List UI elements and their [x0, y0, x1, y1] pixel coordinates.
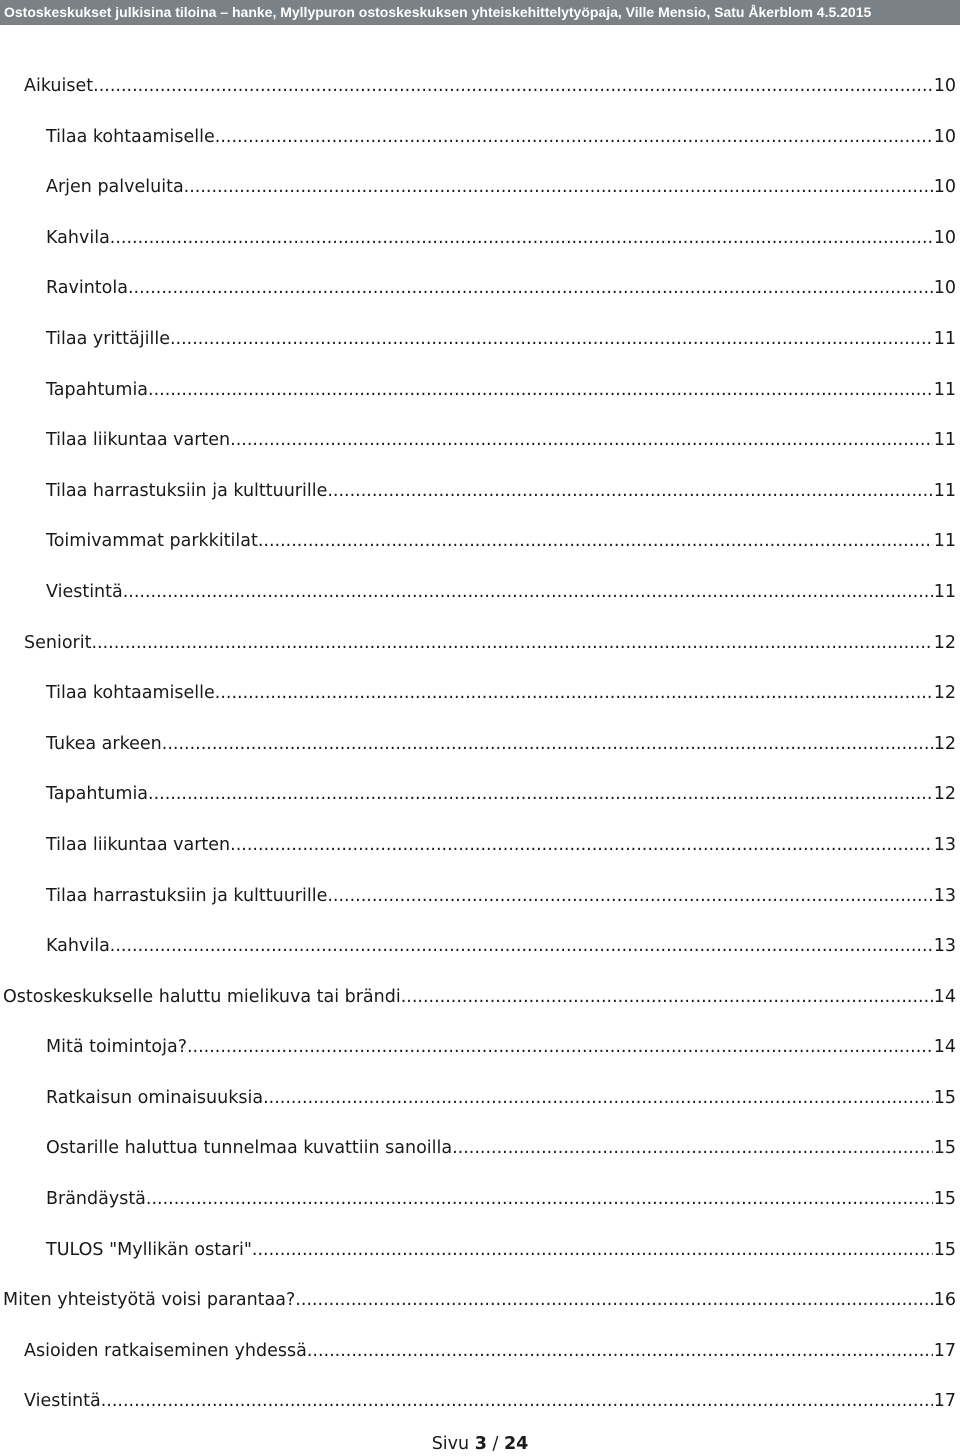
- toc-entry[interactable]: [0, 985, 960, 1036]
- toc-dot-leader: [258, 529, 933, 553]
- toc-entry[interactable]: [0, 226, 960, 277]
- toc-entry[interactable]: [0, 276, 960, 327]
- toc-entry[interactable]: [0, 681, 960, 732]
- toc-entry-title: Tukea arkeen: [46, 733, 162, 754]
- toc-dot-leader: [230, 833, 933, 857]
- toc-entry-title: Miten yhteistyötä voisi parantaa?: [3, 1290, 296, 1311]
- toc-entry-page-number: 14: [933, 986, 956, 1007]
- toc-dot-leader: [170, 327, 933, 351]
- toc-entry-title: Seniorit: [24, 632, 92, 653]
- toc-entry[interactable]: [0, 782, 960, 833]
- toc-entry-title: Viestintä: [24, 1391, 101, 1412]
- toc-entry-page-number: 13: [933, 834, 956, 855]
- toc-entry-page-number: 11: [933, 531, 956, 552]
- toc-entry[interactable]: [0, 428, 960, 479]
- toc-dot-leader: [327, 479, 932, 503]
- toc-entry[interactable]: [0, 327, 960, 378]
- toc-entry-title: Tilaa kohtaamiselle: [46, 683, 215, 704]
- toc-entry-title: Kahvila: [46, 227, 110, 248]
- toc-entry[interactable]: [0, 1035, 960, 1086]
- toc-entry-title: Viestintä: [46, 581, 123, 602]
- page-footer: [0, 1432, 960, 1456]
- toc-entry[interactable]: [0, 580, 960, 631]
- toc-entry-page-number: 12: [933, 683, 956, 704]
- page-header: [0, 0, 960, 25]
- toc-entry[interactable]: [0, 732, 960, 783]
- toc-dot-leader: [307, 1339, 933, 1363]
- toc-entry-page-number: 10: [933, 76, 956, 96]
- toc-entry-page-number: 10: [933, 126, 956, 147]
- toc-entry-page-number: 11: [933, 379, 956, 400]
- toc-dot-leader: [295, 1288, 932, 1312]
- toc-entry-page-number: 15: [933, 1239, 956, 1260]
- toc-dot-leader: [230, 428, 933, 452]
- toc-entry[interactable]: [0, 175, 960, 226]
- toc-entry-page-number: 12: [933, 632, 956, 653]
- toc-dot-leader: [110, 934, 933, 958]
- toc-entry-title: Ostoskeskukselle haluttu mielikuva tai brändi: [3, 986, 401, 1007]
- toc-entry-page-number: 10: [933, 278, 956, 299]
- toc-entry[interactable]: [0, 1187, 960, 1238]
- toc-entry[interactable]: [0, 631, 960, 682]
- toc-entry-page-number: 10: [933, 177, 956, 198]
- toc-entry-title: Arjen palveluita: [46, 177, 184, 198]
- toc-dot-leader: [452, 1136, 933, 1160]
- toc-dot-leader: [148, 782, 933, 806]
- toc-entry[interactable]: [0, 833, 960, 884]
- toc-entry-title: Tilaa harrastuksiin ja kulttuurille: [46, 885, 328, 906]
- toc-entry-page-number: 11: [933, 480, 956, 501]
- toc-entry-title: Tilaa yrittäjille: [46, 328, 170, 349]
- toc-entry-title: Tilaa harrastuksiin ja kulttuurille: [46, 480, 328, 501]
- toc-entry-page-number: 16: [933, 1290, 956, 1311]
- toc-entry-page-number: 12: [933, 733, 956, 754]
- toc-entry-page-number: 17: [933, 1340, 956, 1361]
- toc-dot-leader: [327, 884, 932, 908]
- footer-prefix: Sivu: [431, 1434, 470, 1454]
- toc-entry-page-number: 11: [933, 581, 956, 602]
- toc-entry-title: TULOS "Myllikän ostari": [46, 1239, 252, 1260]
- toc-dot-leader: [146, 1187, 933, 1211]
- toc-entry-title: Aikuiset: [24, 76, 94, 96]
- toc-entry[interactable]: [0, 884, 960, 935]
- toc-entry-title: Ostarille haluttua tunnelmaa kuvattiin sanoilla: [46, 1138, 453, 1159]
- toc-entry[interactable]: [0, 125, 960, 176]
- toc-entry-page-number: 13: [933, 885, 956, 906]
- toc-entry[interactable]: [0, 1288, 960, 1339]
- toc-entry-page-number: 13: [933, 936, 956, 957]
- toc-entry[interactable]: [0, 1339, 960, 1390]
- toc-entry-title: Tapahtumia: [46, 784, 149, 805]
- toc-dot-leader: [215, 681, 933, 705]
- toc-entry[interactable]: [0, 74, 960, 125]
- toc-dot-leader: [187, 1035, 933, 1059]
- toc-entry[interactable]: [0, 479, 960, 530]
- toc-dot-leader: [93, 74, 933, 98]
- header-text: Ostoskeskukset julkisina tiloina – hanke, Myllypuron ostoskeskuksen yhteiskehittelytyöpaja, Ville Mensio, Satu Åkerblom 4.5.2015: [4, 4, 872, 20]
- toc-dot-leader: [123, 580, 933, 604]
- toc-dot-leader: [401, 985, 933, 1009]
- toc-entry-title: Tilaa liikuntaa varten: [46, 834, 231, 855]
- toc-dot-leader: [162, 732, 933, 756]
- toc-entry[interactable]: [0, 378, 960, 429]
- toc-entry-page-number: 10: [933, 227, 956, 248]
- toc-entry-page-number: 17: [933, 1391, 956, 1412]
- toc-entry-title: Tapahtumia: [46, 379, 149, 400]
- toc-dot-leader: [252, 1238, 933, 1262]
- toc-entry-title: Asioiden ratkaiseminen yhdessä: [24, 1340, 307, 1361]
- toc-entry-page-number: 11: [933, 328, 956, 349]
- toc-dot-leader: [110, 226, 933, 250]
- toc-entry-page-number: 15: [933, 1138, 956, 1159]
- toc-entry-page-number: 15: [933, 1087, 956, 1108]
- toc-entry-title: Kahvila: [46, 936, 110, 957]
- toc-entry[interactable]: [0, 1086, 960, 1137]
- footer-current-page: 3: [474, 1434, 487, 1454]
- toc-dot-leader: [148, 378, 933, 402]
- toc-entry-title: Tilaa liikuntaa varten: [46, 430, 231, 451]
- toc-entry-title: Tilaa kohtaamiselle: [46, 126, 215, 147]
- toc-entry-page-number: 12: [933, 784, 956, 805]
- toc-entry[interactable]: [0, 529, 960, 580]
- toc-entry-page-number: 14: [933, 1037, 956, 1058]
- toc-dot-leader: [128, 276, 933, 300]
- toc-dot-leader: [263, 1086, 933, 1110]
- toc-entry-page-number: 15: [933, 1189, 956, 1210]
- toc-dot-leader: [184, 175, 933, 199]
- toc-entry-title: Ravintola: [46, 278, 128, 299]
- footer-total-pages: 24: [503, 1434, 529, 1454]
- toc-dot-leader: [91, 631, 932, 655]
- toc-entry[interactable]: [0, 934, 960, 985]
- toc-entry[interactable]: [0, 1238, 960, 1289]
- toc-entry[interactable]: [0, 1136, 960, 1187]
- toc-entry-title: Ratkaisun ominaisuuksia: [46, 1087, 264, 1108]
- toc-dot-leader: [215, 125, 933, 149]
- footer-separator: /: [492, 1434, 499, 1454]
- toc-entry-title: Brändäystä: [46, 1189, 146, 1210]
- toc-dot-leader: [101, 1389, 933, 1413]
- toc-entry-title: Toimivammat parkkitilat: [46, 531, 258, 552]
- table-of-contents: [0, 74, 960, 1440]
- toc-entry-title: Mitä toimintoja?: [46, 1037, 187, 1058]
- toc-entry-page-number: 11: [933, 430, 956, 451]
